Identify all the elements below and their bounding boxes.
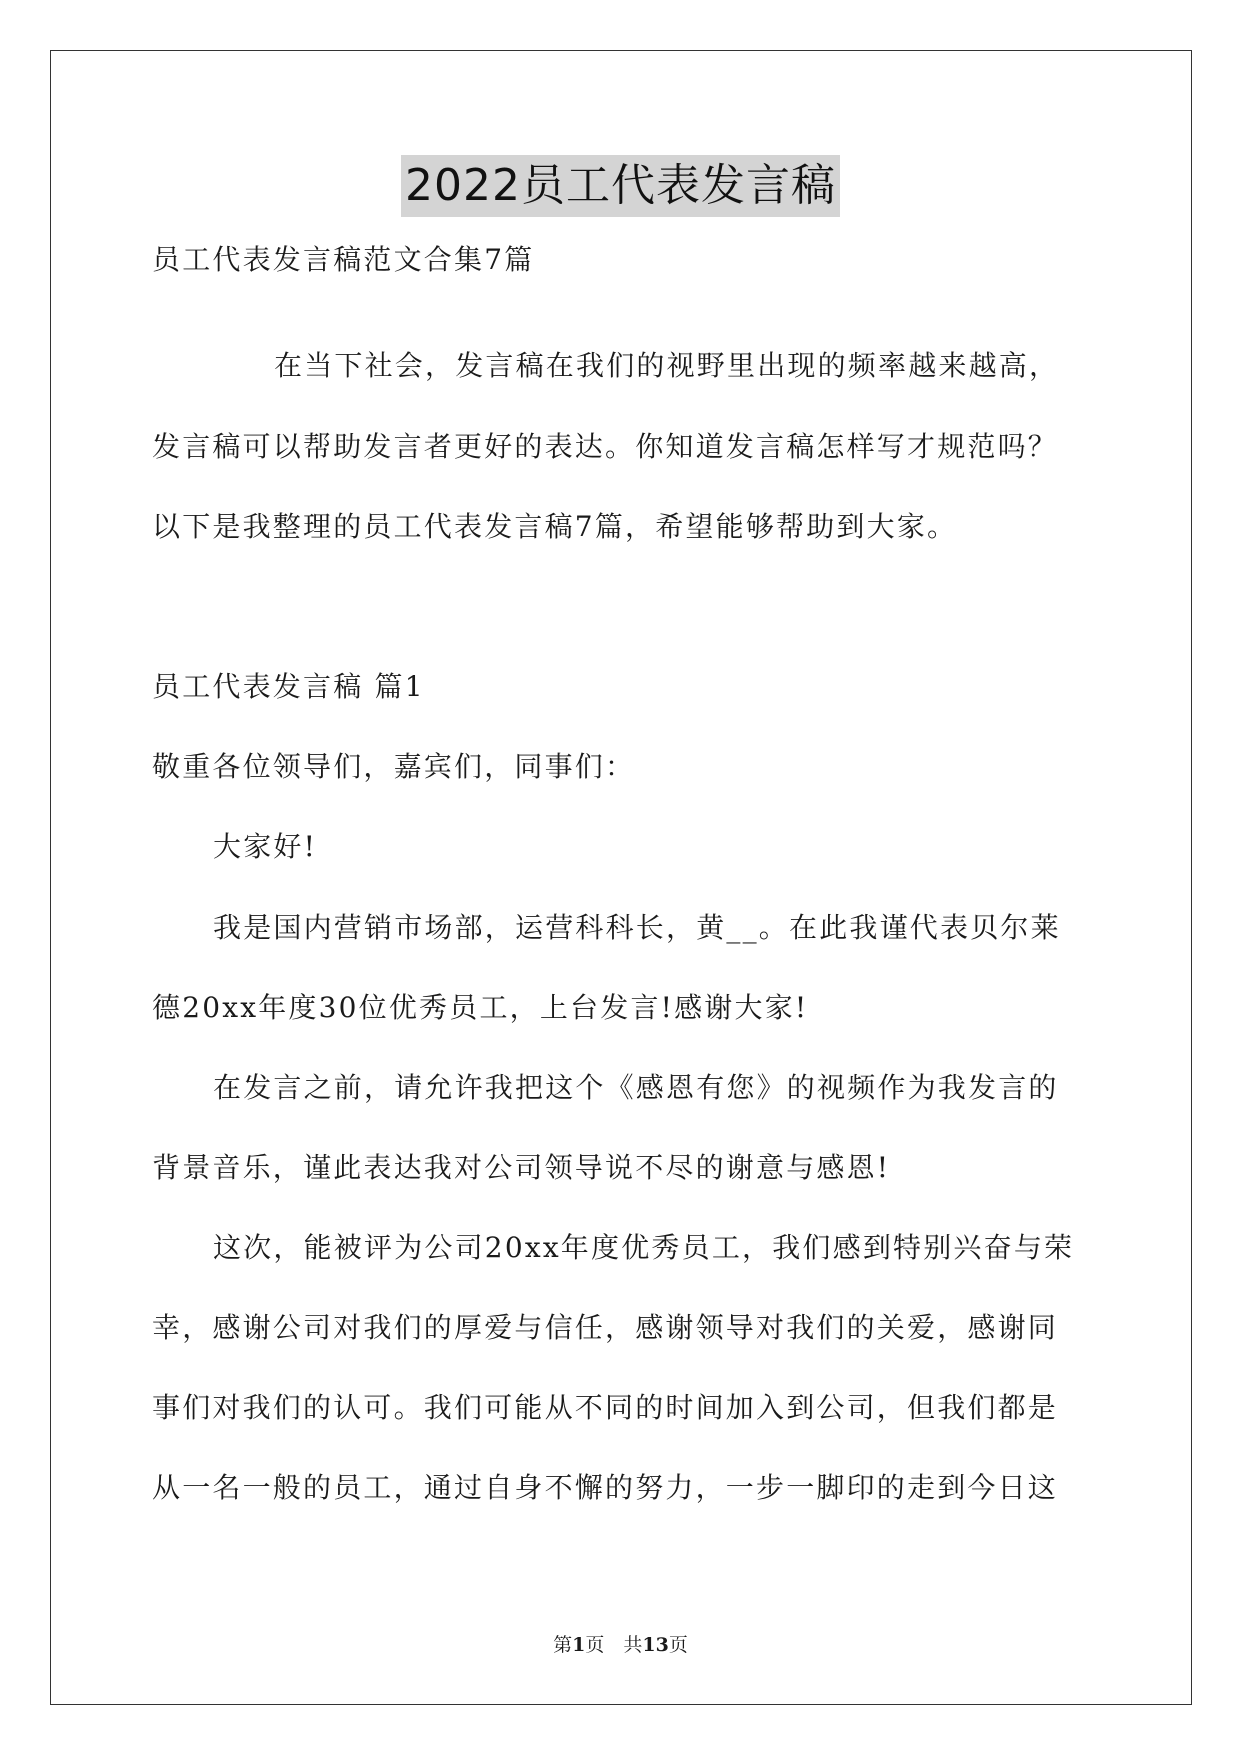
body-line: 这次，能被评为公司20xx年度优秀员工，我们感到特别兴奋与荣 — [213, 1231, 1075, 1264]
body-line: 我是国内营销市场部，运营科科长，黄__。在此我谨代表贝尔莱 — [213, 911, 1061, 944]
body-line: 德20xx年度30位优秀员工，上台发言!感谢大家! — [152, 991, 809, 1024]
footer-page-suffix: 页 — [668, 1634, 688, 1656]
title-container — [0, 155, 1241, 217]
footer-page-mid: 页 共 — [585, 1634, 643, 1656]
footer-page-prefix: 第 — [553, 1634, 573, 1656]
footer-page-current: 1 — [572, 1634, 586, 1656]
intro-line: 以下是我整理的员工代表发言稿7篇，希望能够帮助到大家。 — [152, 510, 958, 543]
section-heading: 员工代表发言稿 篇1 — [152, 670, 425, 703]
body-line: 背景音乐，谨此表达我对公司领导说不尽的谢意与感恩! — [152, 1151, 891, 1184]
subtitle: 员工代表发言稿范文合集7篇 — [152, 243, 535, 276]
intro-line: 在当下社会，发言稿在我们的视野里出现的频率越来越高， — [274, 349, 1060, 382]
intro-line: 发言稿可以帮助发言者更好的表达。你知道发言稿怎样写才规范吗？ — [152, 430, 1059, 463]
greeting: 大家好! — [213, 830, 318, 863]
page-border — [50, 50, 1192, 1705]
page-footer — [0, 1632, 1241, 1658]
body-line: 幸，感谢公司对我们的厚爱与信任，感谢领导对我们的关爱，感谢同 — [152, 1311, 1059, 1344]
body-line: 事们对我们的认可。我们可能从不同的时间加入到公司，但我们都是 — [152, 1391, 1059, 1424]
footer-page-total: 13 — [642, 1634, 669, 1656]
salutation: 敬重各位领导们，嘉宾们，同事们： — [152, 750, 636, 783]
document-title: 2022员工代表发言稿 — [401, 155, 840, 217]
body-line: 在发言之前，请允许我把这个《感恩有您》的视频作为我发言的 — [213, 1071, 1059, 1104]
body-line: 从一名一般的员工，通过自身不懈的努力，一步一脚印的走到今日这 — [152, 1471, 1059, 1504]
